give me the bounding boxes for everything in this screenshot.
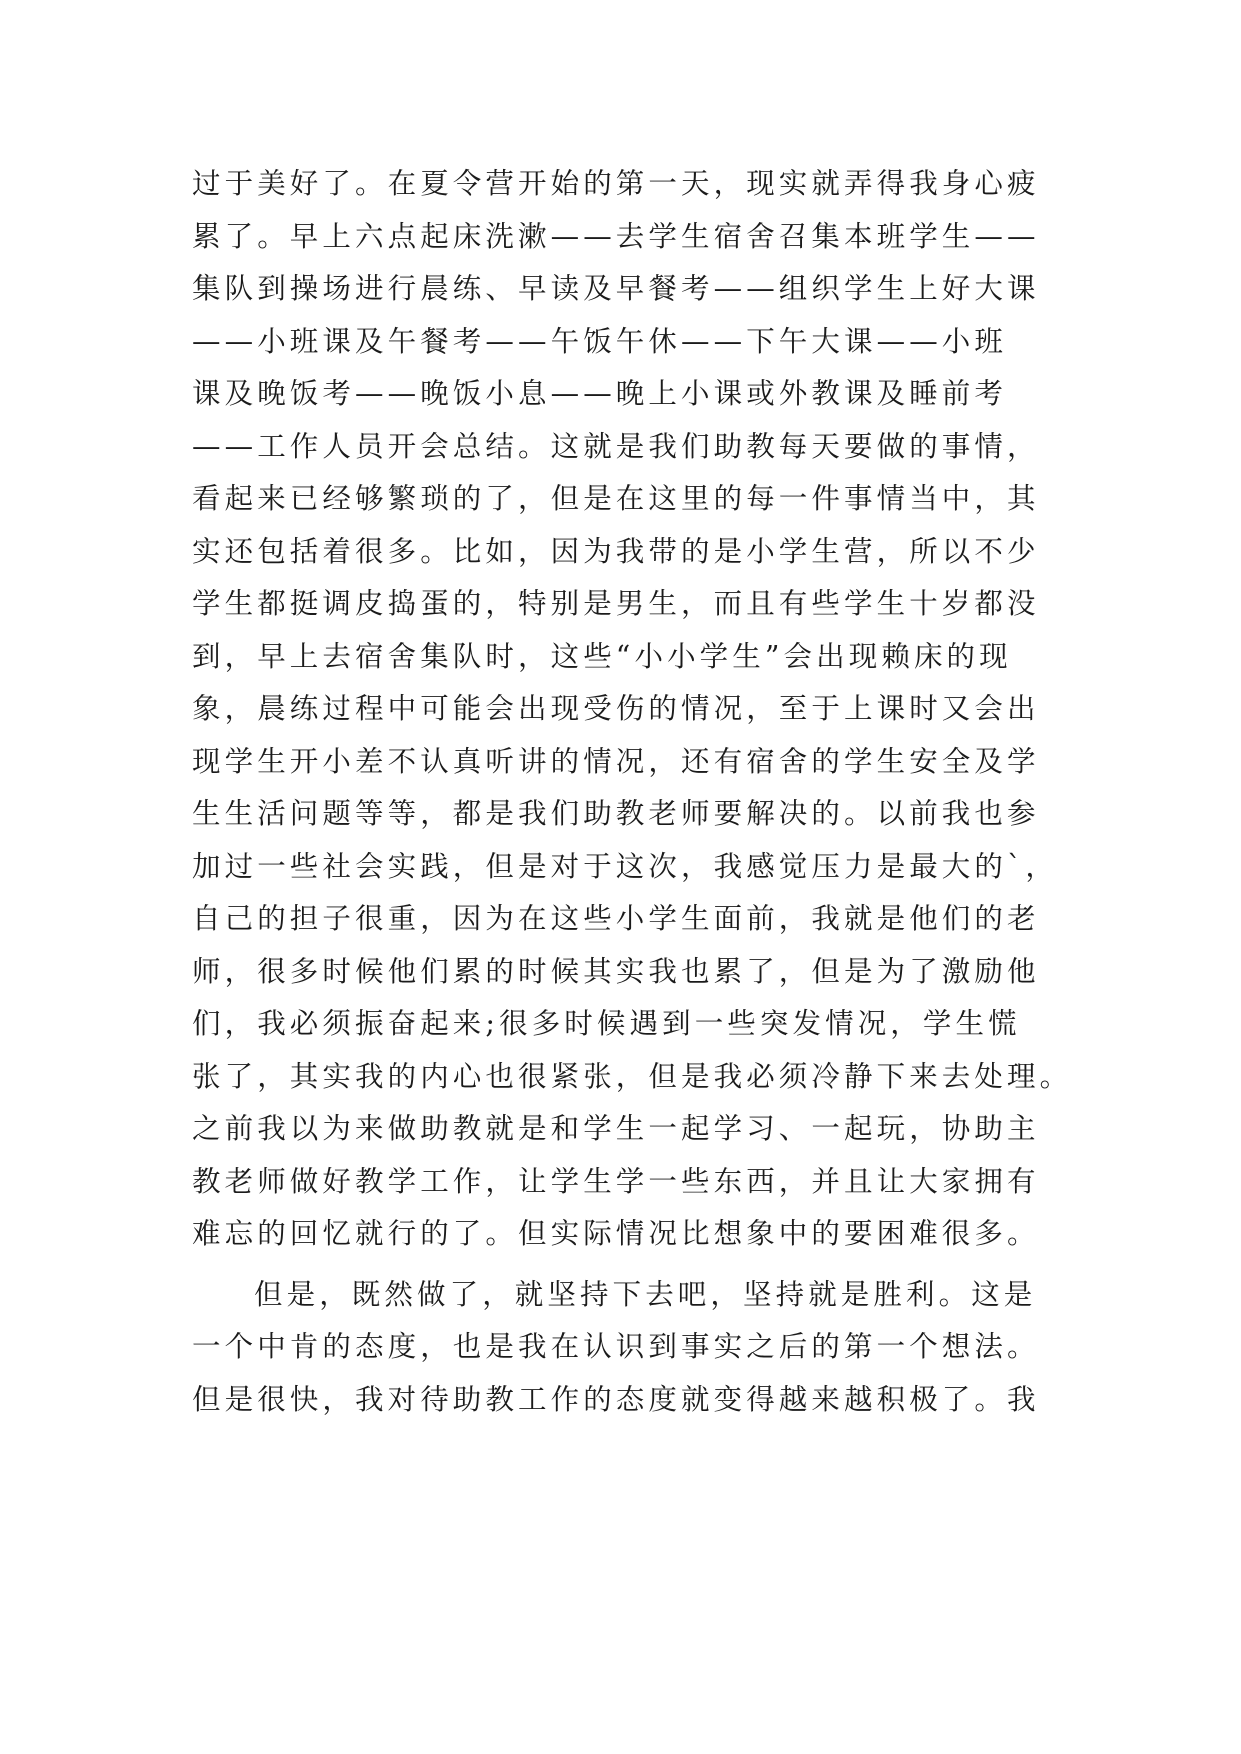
text-line: ——小班课及午餐考——午饭午休——下午大课——小班 bbox=[192, 324, 1008, 358]
text-line: 教老师做好教学工作，让学生学一些东西，并且让大家拥有 bbox=[192, 1164, 1040, 1198]
text-line: 集队到操场进行晨练、早读及早餐考——组织学生上好大课 bbox=[192, 272, 1040, 305]
text-line: 自己的担子很重，因为在这些小学生面前，我就是他们的老 bbox=[192, 902, 1040, 935]
text-line: 累了。早上六点起床洗漱——去学生宿舍召集本班学生—— bbox=[192, 219, 1040, 253]
text-line: 加过一些社会实践，但是对于这次，我感觉压力是最大的`， bbox=[192, 849, 1058, 883]
text-line: 过于美好了。在夏令营开始的第一天，现实就弄得我身心疲 bbox=[192, 167, 1040, 200]
text-line: 现学生开小差不认真听讲的情况，还有宿舍的学生安全及学 bbox=[192, 744, 1040, 778]
text-line: 实还包括着很多。比如，因为我带的是小学生营，所以不少 bbox=[192, 534, 1040, 568]
paragraph-2 bbox=[192, 1269, 1062, 1427]
text-line: 们，我必须振奋起来;很多时候遇到一些突发情况，学生慌 bbox=[192, 1007, 1021, 1040]
text-line: ——工作人员开会总结。这就是我们助教每天要做的事情， bbox=[192, 429, 1040, 463]
text-line: 但是很快，我对待助教工作的态度就变得越来越积极了。我 bbox=[192, 1382, 1040, 1416]
text-line: 但是，既然做了，就坚持下去吧，坚持就是胜利。这是 bbox=[254, 1277, 1037, 1311]
document-body bbox=[192, 158, 1073, 1426]
text-line: 之前我以为来做助教就是和学生一起学习、一起玩，协助主 bbox=[192, 1112, 1040, 1145]
paragraph-1 bbox=[192, 158, 1073, 1261]
text-line: 生生活问题等等，都是我们助教老师要解决的。以前我也参 bbox=[192, 797, 1040, 830]
text-line: 象，晨练过程中可能会出现受伤的情况，至于上课时又会出 bbox=[192, 692, 1040, 725]
text-line: 师，很多时候他们累的时候其实我也累了，但是为了激励他 bbox=[192, 954, 1040, 988]
text-line: 一个中肯的态度，也是我在认识到事实之后的第一个想法。 bbox=[192, 1330, 1040, 1363]
text-line: 张了，其实我的内心也很紧张，但是我必须冷静下来去处理。 bbox=[192, 1059, 1073, 1093]
text-line: 到，早上去宿舍集队时，这些“小小学生”会出现赖床的现 bbox=[192, 639, 1012, 673]
text-line: 学生都挺调皮捣蛋的，特别是男生，而且有些学生十岁都没 bbox=[192, 587, 1040, 620]
text-line: 难忘的回忆就行的了。但实际情况比想象中的要困难很多。 bbox=[192, 1217, 1040, 1250]
text-line: 看起来已经够繁琐的了，但是在这里的每一件事情当中，其 bbox=[192, 482, 1040, 515]
text-line: 课及晚饭考——晚饭小息——晚上小课或外教课及睡前考 bbox=[192, 377, 1008, 410]
